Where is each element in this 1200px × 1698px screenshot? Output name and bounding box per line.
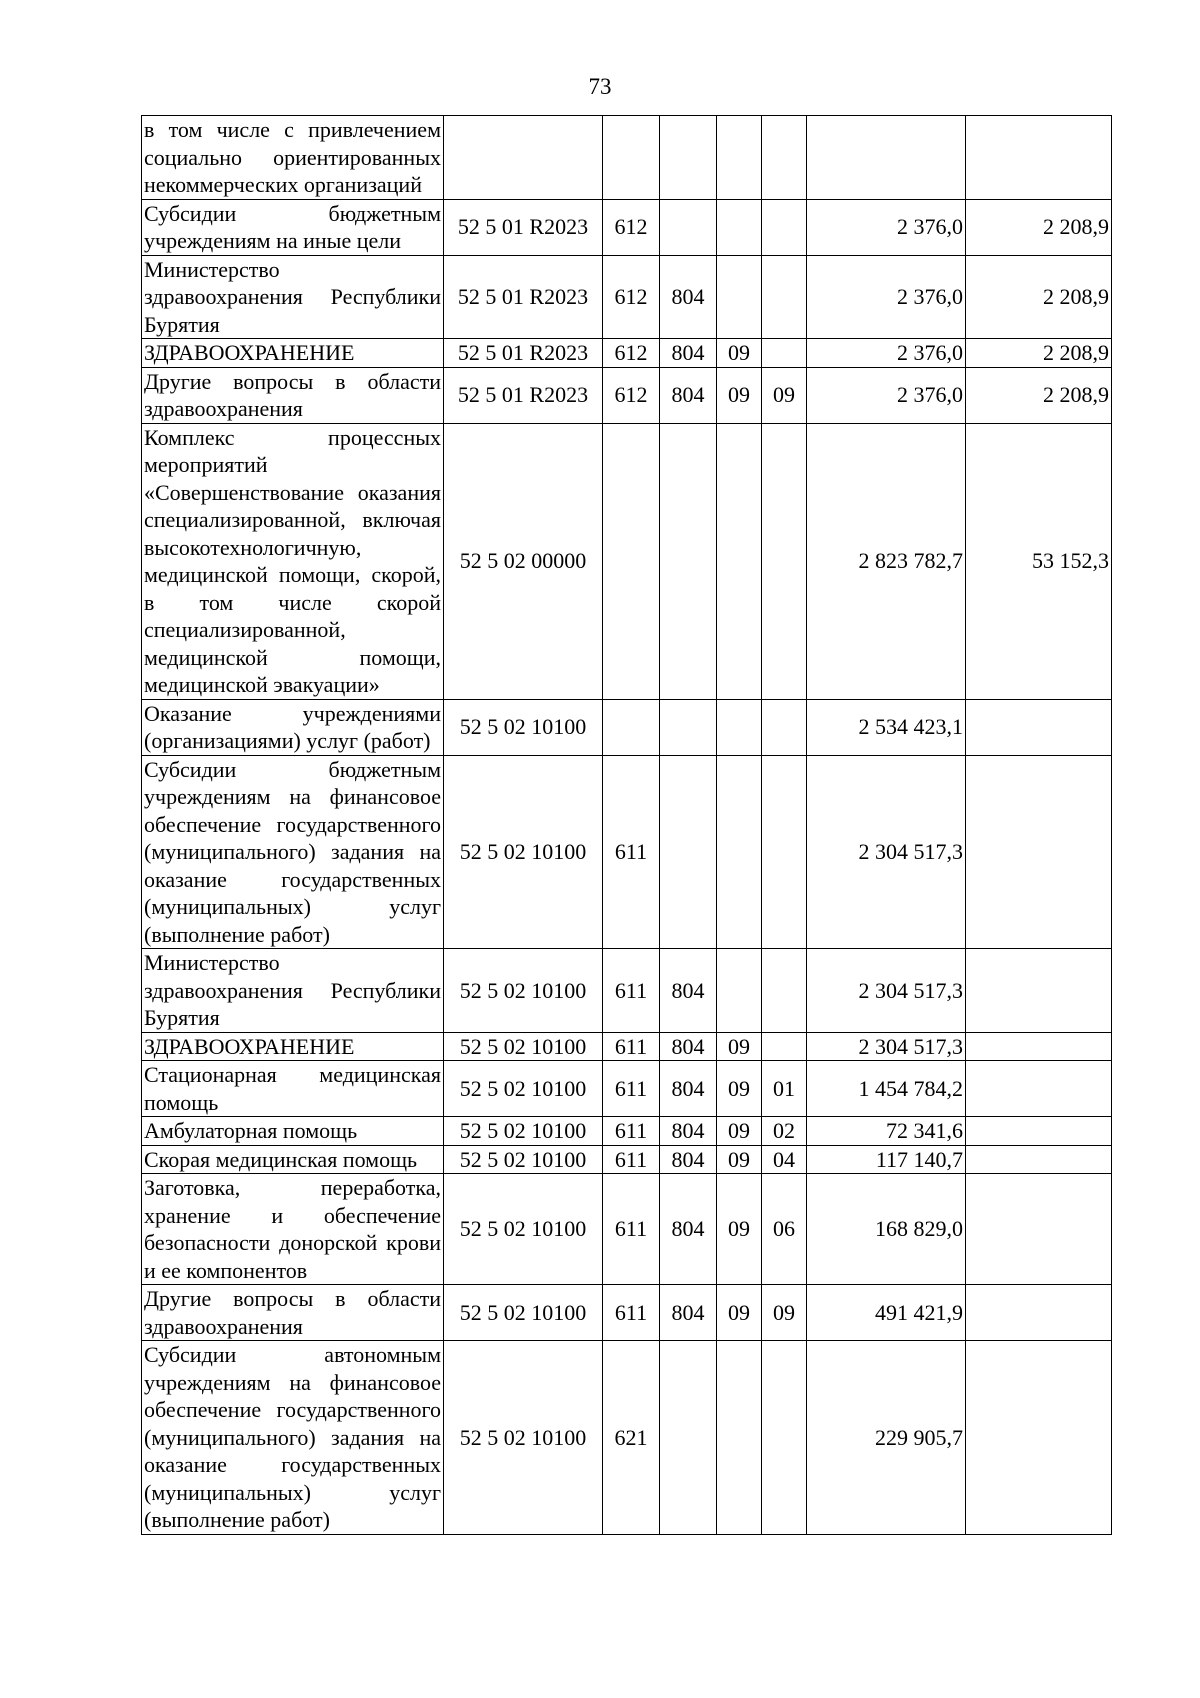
amount-2-cell: 2 208,9 [966, 199, 1112, 255]
section-cell: 09 [717, 1061, 762, 1117]
target-article-code-cell: 52 5 02 10100 [444, 1145, 603, 1174]
amount-2-cell: 2 208,9 [966, 367, 1112, 423]
amount-2-cell [966, 1061, 1112, 1117]
row-name-cell: Другие вопросы в области здравоохранения [142, 1285, 444, 1341]
page-number: 73 [588, 74, 612, 99]
subsection-cell [762, 116, 807, 200]
subsection-cell [762, 255, 807, 339]
subsection-cell [762, 755, 807, 949]
subsection-cell: 09 [762, 367, 807, 423]
amount-1-cell: 72 341,6 [807, 1117, 966, 1146]
expense-type-cell: 611 [603, 1032, 660, 1061]
row-name-cell: Стационарная медицинская помощь [142, 1061, 444, 1117]
target-article-code-cell [444, 116, 603, 200]
table-row [142, 255, 1112, 339]
table-row [142, 1174, 1112, 1285]
expense-type-cell [603, 116, 660, 200]
expense-type-cell: 611 [603, 949, 660, 1033]
amount-2-cell: 2 208,9 [966, 339, 1112, 368]
target-article-code-cell: 52 5 02 10100 [444, 1341, 603, 1535]
amount-2-cell [966, 1341, 1112, 1535]
row-name-cell: Заготовка, переработка, хранение и обеспечение безопасности донорской крови и ее компонентов [142, 1174, 444, 1285]
ministry-code-cell: 804 [660, 367, 717, 423]
row-name-cell: Субсидии бюджетным учреждениям на иные цели [142, 199, 444, 255]
expense-type-cell: 621 [603, 1341, 660, 1535]
subsection-cell [762, 423, 807, 699]
table-row [142, 423, 1112, 699]
table-row [142, 339, 1112, 368]
section-cell: 09 [717, 367, 762, 423]
subsection-cell: 09 [762, 1285, 807, 1341]
amount-1-cell: 491 421,9 [807, 1285, 966, 1341]
row-name-cell: в том числе с привлечением социально ориентированных некоммерческих организаций [142, 116, 444, 200]
amount-2-cell [966, 1285, 1112, 1341]
amount-1-cell: 2 304 517,3 [807, 755, 966, 949]
amount-2-cell: 2 208,9 [966, 255, 1112, 339]
expense-type-cell [603, 699, 660, 755]
row-name-cell: Министерство здравоохранения Республики Бурятия [142, 255, 444, 339]
amount-2-cell [966, 755, 1112, 949]
section-cell: 09 [717, 1174, 762, 1285]
table-row [142, 699, 1112, 755]
subsection-cell: 04 [762, 1145, 807, 1174]
table-row [142, 116, 1112, 200]
amount-1-cell: 2 304 517,3 [807, 1032, 966, 1061]
amount-2-cell [966, 116, 1112, 200]
row-name-cell: Министерство здравоохранения Республики Бурятия [142, 949, 444, 1033]
target-article-code-cell: 52 5 02 10100 [444, 755, 603, 949]
row-name-cell: Другие вопросы в области здравоохранения [142, 367, 444, 423]
expense-type-cell: 611 [603, 1145, 660, 1174]
table-row [142, 367, 1112, 423]
ministry-code-cell: 804 [660, 1032, 717, 1061]
ministry-code-cell: 804 [660, 1061, 717, 1117]
expense-type-cell: 612 [603, 199, 660, 255]
amount-1-cell: 168 829,0 [807, 1174, 966, 1285]
section-cell [717, 199, 762, 255]
amount-1-cell: 2 534 423,1 [807, 699, 966, 755]
amount-1-cell: 2 376,0 [807, 367, 966, 423]
row-name-cell: ЗДРАВООХРАНЕНИЕ [142, 339, 444, 368]
row-name-cell: Оказание учреждениями (организациями) услуг (работ) [142, 699, 444, 755]
section-cell [717, 699, 762, 755]
table-row [142, 1032, 1112, 1061]
target-article-code-cell: 52 5 01 R2023 [444, 367, 603, 423]
target-article-code-cell: 52 5 01 R2023 [444, 339, 603, 368]
target-article-code-cell: 52 5 02 10100 [444, 1061, 603, 1117]
section-cell [717, 755, 762, 949]
row-name-cell: Скорая медицинская помощь [142, 1145, 444, 1174]
expense-type-cell: 612 [603, 367, 660, 423]
table-row [142, 1341, 1112, 1535]
table-row [142, 755, 1112, 949]
subsection-cell [762, 699, 807, 755]
amount-2-cell: 53 152,3 [966, 423, 1112, 699]
amount-1-cell: 2 376,0 [807, 199, 966, 255]
ministry-code-cell [660, 199, 717, 255]
ministry-code-cell [660, 699, 717, 755]
section-cell [717, 116, 762, 200]
row-name-cell: ЗДРАВООХРАНЕНИЕ [142, 1032, 444, 1061]
amount-2-cell [966, 1032, 1112, 1061]
ministry-code-cell [660, 1341, 717, 1535]
table-row [142, 199, 1112, 255]
target-article-code-cell: 52 5 01 R2023 [444, 199, 603, 255]
row-name-cell: Субсидии автономным учреждениям на финансовое обеспечение государственного (муниципального) задания на оказание государственных (муниципальных) услуг (выполнение работ) [142, 1341, 444, 1535]
table-row [142, 1285, 1112, 1341]
expense-type-cell: 612 [603, 255, 660, 339]
subsection-cell [762, 339, 807, 368]
expense-type-cell: 611 [603, 1285, 660, 1341]
row-name-cell: Комплекс процессных мероприятий «Совершенствование оказания специализированной, включая высокотехнологичную, медицинской помощи, скорой, в том числе скорой специализированной, медицинской помощи, медицинской эвакуации» [142, 423, 444, 699]
ministry-code-cell: 804 [660, 1145, 717, 1174]
subsection-cell: 01 [762, 1061, 807, 1117]
subsection-cell: 02 [762, 1117, 807, 1146]
table-row [142, 1145, 1112, 1174]
amount-2-cell [966, 1117, 1112, 1146]
expense-type-cell: 611 [603, 1117, 660, 1146]
target-article-code-cell: 52 5 02 10100 [444, 1174, 603, 1285]
ministry-code-cell: 804 [660, 1117, 717, 1146]
ministry-code-cell: 804 [660, 1285, 717, 1341]
amount-2-cell [966, 1174, 1112, 1285]
target-article-code-cell: 52 5 02 10100 [444, 949, 603, 1033]
ministry-code-cell: 804 [660, 949, 717, 1033]
row-name-cell: Субсидии бюджетным учреждениям на финансовое обеспечение государственного (муниципального) задания на оказание государственных (муниципальных) услуг (выполнение работ) [142, 755, 444, 949]
ministry-code-cell [660, 755, 717, 949]
amount-1-cell: 2 304 517,3 [807, 949, 966, 1033]
subsection-cell: 06 [762, 1174, 807, 1285]
amount-1-cell: 229 905,7 [807, 1341, 966, 1535]
target-article-code-cell: 52 5 02 10100 [444, 1117, 603, 1146]
subsection-cell [762, 1032, 807, 1061]
expense-type-cell [603, 423, 660, 699]
subsection-cell [762, 199, 807, 255]
expense-type-cell: 611 [603, 1174, 660, 1285]
budget-table [141, 115, 1112, 1535]
table-row [142, 1061, 1112, 1117]
section-cell [717, 255, 762, 339]
amount-1-cell: 2 823 782,7 [807, 423, 966, 699]
amount-1-cell [807, 116, 966, 200]
target-article-code-cell: 52 5 02 00000 [444, 423, 603, 699]
target-article-code-cell: 52 5 02 10100 [444, 699, 603, 755]
section-cell: 09 [717, 1145, 762, 1174]
table-row [142, 1117, 1112, 1146]
ministry-code-cell: 804 [660, 339, 717, 368]
amount-2-cell [966, 699, 1112, 755]
target-article-code-cell: 52 5 02 10100 [444, 1032, 603, 1061]
target-article-code-cell: 52 5 01 R2023 [444, 255, 603, 339]
section-cell: 09 [717, 1117, 762, 1146]
amount-1-cell: 1 454 784,2 [807, 1061, 966, 1117]
ministry-code-cell [660, 116, 717, 200]
expense-type-cell: 611 [603, 1061, 660, 1117]
ministry-code-cell [660, 423, 717, 699]
section-cell [717, 1341, 762, 1535]
amount-2-cell [966, 1145, 1112, 1174]
section-cell: 09 [717, 1285, 762, 1341]
section-cell [717, 423, 762, 699]
subsection-cell [762, 1341, 807, 1535]
table-row [142, 949, 1112, 1033]
ministry-code-cell: 804 [660, 255, 717, 339]
row-name-cell: Амбулаторная помощь [142, 1117, 444, 1146]
section-cell: 09 [717, 339, 762, 368]
expense-type-cell: 612 [603, 339, 660, 368]
amount-1-cell: 2 376,0 [807, 339, 966, 368]
expense-type-cell: 611 [603, 755, 660, 949]
amount-1-cell: 2 376,0 [807, 255, 966, 339]
subsection-cell [762, 949, 807, 1033]
section-cell: 09 [717, 1032, 762, 1061]
ministry-code-cell: 804 [660, 1174, 717, 1285]
target-article-code-cell: 52 5 02 10100 [444, 1285, 603, 1341]
section-cell [717, 949, 762, 1033]
amount-1-cell: 117 140,7 [807, 1145, 966, 1174]
amount-2-cell [966, 949, 1112, 1033]
